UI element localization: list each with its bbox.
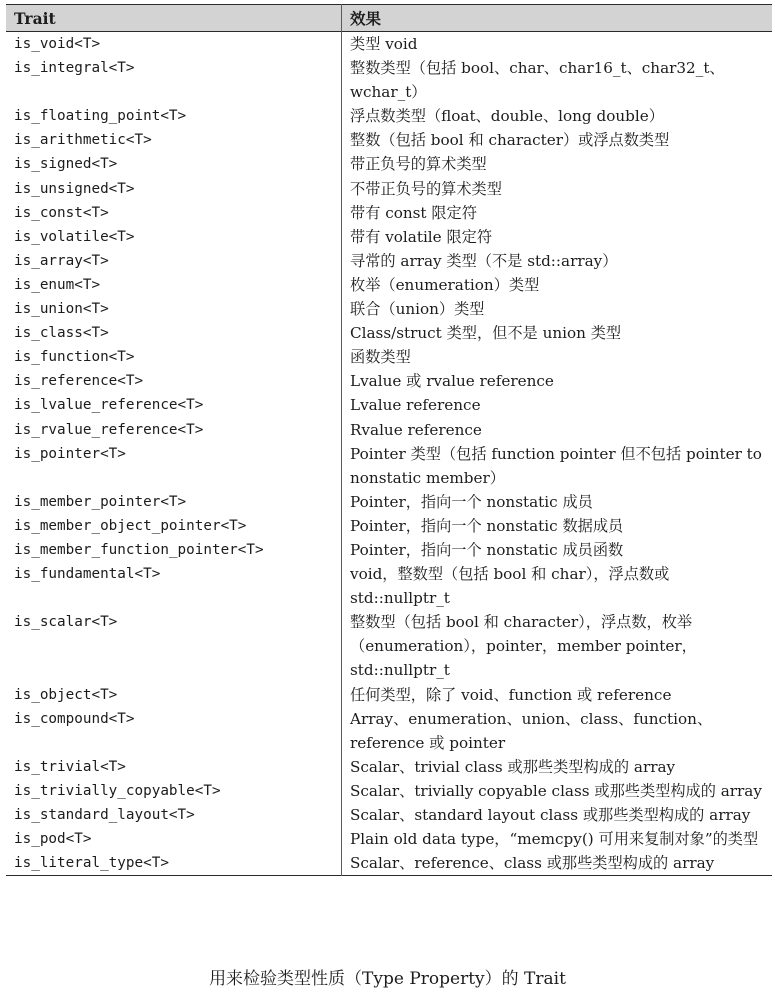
effect-cell: 整数（包括 bool 和 character）或浮点数类型 xyxy=(350,131,670,150)
table-row xyxy=(6,297,772,321)
trait-cell: is_class<T> xyxy=(6,321,342,345)
trait-cell: is_standard_layout<T> xyxy=(6,803,342,827)
table-row xyxy=(6,345,772,369)
effect-cell: 整数类型（包括 bool、char、char16_t、char32_t、wchar_t） xyxy=(350,59,725,102)
trait-cell: is_reference<T> xyxy=(6,369,342,393)
table-row xyxy=(6,538,772,562)
effect-cell: Scalar、trivial class 或那些类型构成的 array xyxy=(350,757,676,776)
effect-cell: 枚举（enumeration）类型 xyxy=(350,275,540,294)
effect-cell: void，整数型（包括 bool 和 char），浮点数或std::nullptr_t xyxy=(350,565,670,608)
effect-cell: 带有 volatile 限定符 xyxy=(350,227,493,246)
effect-cell: Plain old data type，“memcpy() 可用来复制对象”的类型 xyxy=(350,830,759,849)
trait-cell: is_array<T> xyxy=(6,249,342,273)
table-row xyxy=(6,321,772,345)
effect-cell: Class/struct 类型，但不是 union 类型 xyxy=(350,324,622,343)
effect-cell: 寻常的 array 类型（不是 std::array） xyxy=(350,251,618,270)
effect-cell: 带有 const 限定符 xyxy=(350,203,477,222)
trait-cell: is_fundamental<T> xyxy=(6,562,342,610)
table-row xyxy=(6,128,772,152)
table-row xyxy=(6,225,772,249)
trait-cell: is_signed<T> xyxy=(6,152,342,176)
effect-cell: Pointer，指向一个 nonstatic 成员函数 xyxy=(350,540,624,559)
trait-cell: is_trivial<T> xyxy=(6,755,342,779)
trait-cell: is_literal_type<T> xyxy=(6,851,342,876)
table-row xyxy=(6,514,772,538)
table-row xyxy=(6,104,772,128)
effect-cell: Pointer，指向一个 nonstatic 数据成员 xyxy=(350,516,624,535)
table-row xyxy=(6,490,772,514)
effect-cell: Pointer，指向一个 nonstatic 成员 xyxy=(350,492,593,511)
table-row xyxy=(6,610,772,682)
table-row xyxy=(6,562,772,610)
effect-cell: 函数类型 xyxy=(350,348,411,367)
trait-cell: is_member_function_pointer<T> xyxy=(6,538,342,562)
effect-cell: Pointer 类型（包括 function pointer 但不包括 pointer to nonstatic member） xyxy=(350,444,762,487)
effect-cell: Scalar、reference、class 或那些类型构成的 array xyxy=(350,854,715,873)
trait-cell: is_function<T> xyxy=(6,345,342,369)
trait-cell: is_object<T> xyxy=(6,683,342,707)
trait-cell: is_lvalue_reference<T> xyxy=(6,393,342,417)
effect-cell: 任何类型，除了 void、function 或 reference xyxy=(350,685,672,704)
table-row xyxy=(6,707,772,755)
table-caption: 用来检验类型性质（Type Property）的 Trait xyxy=(209,969,566,989)
trait-cell: is_floating_point<T> xyxy=(6,104,342,128)
trait-cell: is_union<T> xyxy=(6,297,342,321)
table-row xyxy=(6,393,772,417)
trait-cell: is_void<T> xyxy=(6,32,342,57)
effect-cell: Scalar、trivially copyable class 或那些类型构成的 array xyxy=(350,781,762,800)
table-row xyxy=(6,827,772,851)
header-effect: 效果 xyxy=(342,5,773,32)
table-row xyxy=(6,56,772,104)
table-row xyxy=(6,418,772,442)
table-row xyxy=(6,683,772,707)
table-row xyxy=(6,201,772,225)
trait-cell: is_pointer<T> xyxy=(6,442,342,490)
effect-cell: 整数型（包括 bool 和 character），浮点数，枚举（enumeration），pointer，member pointer，std::nullptr_t xyxy=(350,613,697,680)
table-row xyxy=(6,442,772,490)
trait-cell: is_enum<T> xyxy=(6,273,342,297)
trait-cell: is_trivially_copyable<T> xyxy=(6,779,342,803)
table-row xyxy=(6,177,772,201)
effect-cell: 不带正负号的算术类型 xyxy=(350,179,502,198)
trait-cell: is_arithmetic<T> xyxy=(6,128,342,152)
effect-cell: Lvalue reference xyxy=(350,396,481,415)
trait-cell: is_integral<T> xyxy=(6,56,342,104)
table-row xyxy=(6,755,772,779)
effect-cell: Array、enumeration、union、class、function、reference 或 pointer xyxy=(350,709,713,752)
type-trait-table xyxy=(6,4,772,876)
table-row xyxy=(6,32,772,57)
effect-cell: 类型 void xyxy=(350,35,418,53)
header-trait: Trait xyxy=(6,5,342,32)
trait-cell: is_rvalue_reference<T> xyxy=(6,418,342,442)
trait-cell: is_member_object_pointer<T> xyxy=(6,514,342,538)
trait-cell: is_scalar<T> xyxy=(6,610,342,682)
effect-cell: 带正负号的算术类型 xyxy=(350,155,487,174)
trait-cell: is_compound<T> xyxy=(6,707,342,755)
effect-cell: 浮点数类型（float、double、long double） xyxy=(350,107,664,126)
table-row xyxy=(6,851,772,876)
table-row xyxy=(6,803,772,827)
effect-cell: Scalar、standard layout class 或那些类型构成的 array xyxy=(350,806,751,824)
effect-cell: Rvalue reference xyxy=(350,420,482,439)
table-header-row xyxy=(6,5,772,32)
trait-cell: is_volatile<T> xyxy=(6,225,342,249)
table-row xyxy=(6,273,772,297)
effect-cell: 联合（union）类型 xyxy=(350,300,485,319)
effect-cell: Lvalue 或 rvalue reference xyxy=(350,372,554,391)
trait-cell: is_member_pointer<T> xyxy=(6,490,342,514)
table-row xyxy=(6,152,772,176)
table-row xyxy=(6,369,772,393)
table-row xyxy=(6,779,772,803)
trait-cell: is_pod<T> xyxy=(6,827,342,851)
trait-cell: is_const<T> xyxy=(6,201,342,225)
trait-cell: is_unsigned<T> xyxy=(6,177,342,201)
table-row xyxy=(6,249,772,273)
